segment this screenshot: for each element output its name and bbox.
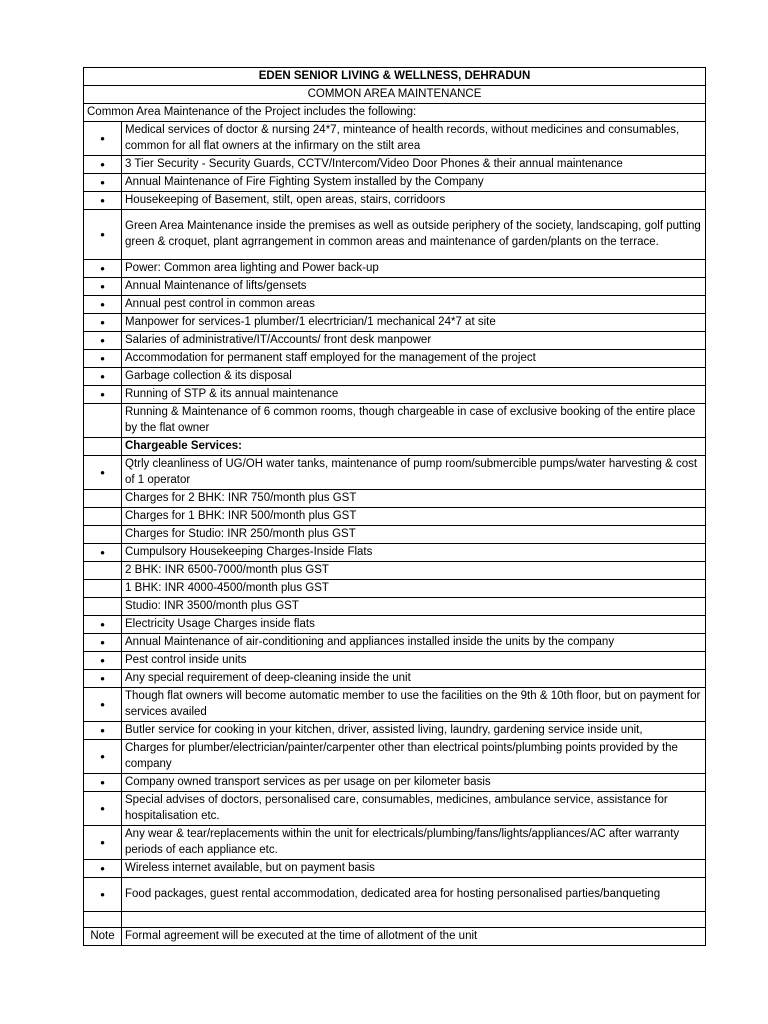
item-text: 3 Tier Security - Security Guards, CCTV/Intercom/Video Door Phones & their annual maintenance xyxy=(122,156,706,174)
bullet-icon: • xyxy=(100,748,105,764)
bullet-icon: • xyxy=(100,722,105,738)
bullet-icon: • xyxy=(100,616,105,632)
blank-row xyxy=(84,912,706,928)
table-row xyxy=(84,670,706,688)
item-text: Charges for 1 BHK: INR 500/month plus GST xyxy=(122,508,706,526)
item-text: Any wear & tear/replacements within the unit for electricals/plumbing/fans/lights/appliances/AC after warranty periods of each appliance etc. xyxy=(122,826,706,860)
table-row xyxy=(84,792,706,826)
bullet-cell xyxy=(84,508,122,526)
table-row xyxy=(84,740,706,774)
table-row xyxy=(84,278,706,296)
bullet-cell xyxy=(84,456,122,490)
bullet-icon: • xyxy=(100,386,105,402)
bullet-cell xyxy=(84,490,122,508)
bullet-cell xyxy=(84,192,122,210)
note-text: Formal agreement will be executed at the time of allotment of the unit xyxy=(122,928,706,946)
bullet-cell xyxy=(84,404,122,438)
bullet-icon: • xyxy=(100,296,105,312)
bullet-cell xyxy=(84,278,122,296)
bullet-icon: • xyxy=(100,174,105,190)
blank-cell xyxy=(122,912,706,928)
item-text: 1 BHK: INR 4000-4500/month plus GST xyxy=(122,580,706,598)
item-text: Annual Maintenance of lifts/gensets xyxy=(122,278,706,296)
table-row xyxy=(84,774,706,792)
table-row xyxy=(84,122,706,156)
bullet-cell xyxy=(84,544,122,562)
item-text: Accommodation for permanent staff employed for the management of the project xyxy=(122,350,706,368)
bullet-cell xyxy=(84,670,122,688)
table-row xyxy=(84,210,706,260)
bullet-cell xyxy=(84,580,122,598)
item-text: Charges for Studio: INR 250/month plus GST xyxy=(122,526,706,544)
subtitle-row xyxy=(84,86,706,104)
bullet-cell xyxy=(84,792,122,826)
bullet-cell xyxy=(84,688,122,722)
bullet-cell xyxy=(84,616,122,634)
table-row xyxy=(84,368,706,386)
table-row xyxy=(84,490,706,508)
item-text: Garbage collection & its disposal xyxy=(122,368,706,386)
table-row xyxy=(84,174,706,192)
table-row xyxy=(84,634,706,652)
bullet-cell xyxy=(84,386,122,404)
item-text: Wireless internet available, but on payment basis xyxy=(122,860,706,878)
bullet-cell xyxy=(84,122,122,156)
table-row xyxy=(84,878,706,912)
bullet-icon: • xyxy=(100,834,105,850)
bullet-icon: • xyxy=(100,192,105,208)
table-row xyxy=(84,156,706,174)
table-row xyxy=(84,544,706,562)
bullet-icon: • xyxy=(100,130,105,146)
bullet-cell xyxy=(84,526,122,544)
table-row xyxy=(84,332,706,350)
bullet-icon: • xyxy=(100,314,105,330)
item-text: Annual Maintenance of air-conditioning and appliances installed inside the units by the company xyxy=(122,634,706,652)
item-text: Pest control inside units xyxy=(122,652,706,670)
bullet-cell xyxy=(84,210,122,260)
table-row xyxy=(84,192,706,210)
bullet-icon: • xyxy=(100,156,105,172)
bullet-icon: • xyxy=(100,260,105,276)
note-row xyxy=(84,928,706,946)
bullet-icon: • xyxy=(100,226,105,242)
table-row xyxy=(84,722,706,740)
item-text: Company owned transport services as per usage on per kilometer basis xyxy=(122,774,706,792)
table-row xyxy=(84,260,706,278)
bullet-cell xyxy=(84,174,122,192)
table-row xyxy=(84,598,706,616)
table-row xyxy=(84,404,706,438)
bullet-cell xyxy=(84,260,122,278)
bullet-cell xyxy=(84,878,122,912)
bullet-cell xyxy=(84,296,122,314)
bullet-icon: • xyxy=(100,670,105,686)
bullet-icon: • xyxy=(100,278,105,294)
item-text: 2 BHK: INR 6500-7000/month plus GST xyxy=(122,562,706,580)
intro-row xyxy=(84,104,706,122)
bullet-cell xyxy=(84,722,122,740)
bullet-icon: • xyxy=(100,800,105,816)
document-subtitle: COMMON AREA MAINTENANCE xyxy=(84,86,706,104)
item-text: Though flat owners will become automatic member to use the facilities on the 9th & 10th floor, but on payment for services availed xyxy=(122,688,706,722)
item-text: Studio: INR 3500/month plus GST xyxy=(122,598,706,616)
bullet-cell xyxy=(84,156,122,174)
bullet-cell xyxy=(84,438,122,456)
item-text: Running & Maintenance of 6 common rooms, though chargeable in case of exclusive booking of the entire place by the flat owner xyxy=(122,404,706,438)
item-text: Manpower for services-1 plumber/1 elecrtrician/1 mechanical 24*7 at site xyxy=(122,314,706,332)
bullet-icon: • xyxy=(100,368,105,384)
bullet-icon: • xyxy=(100,544,105,560)
bullet-icon: • xyxy=(100,696,105,712)
table-row xyxy=(84,688,706,722)
bullet-icon: • xyxy=(100,886,105,902)
table-row xyxy=(84,296,706,314)
item-text: Chargeable Services: xyxy=(122,438,706,456)
table-row xyxy=(84,860,706,878)
item-text: Running of STP & its annual maintenance xyxy=(122,386,706,404)
item-text: Butler service for cooking in your kitchen, driver, assisted living, laundry, gardening service inside unit, xyxy=(122,722,706,740)
bullet-cell xyxy=(84,826,122,860)
table-row xyxy=(84,616,706,634)
item-text: Cumpulsory Housekeeping Charges-Inside Flats xyxy=(122,544,706,562)
item-text: Special advises of doctors, personalised care, consumables, medicines, ambulance service, assistance for hospitalisation etc. xyxy=(122,792,706,826)
bullet-cell xyxy=(84,598,122,616)
blank-cell xyxy=(84,912,122,928)
note-label: Note xyxy=(84,928,122,946)
table-row xyxy=(84,438,706,456)
item-text: Power: Common area lighting and Power back-up xyxy=(122,260,706,278)
bullet-icon: • xyxy=(100,332,105,348)
bullet-icon: • xyxy=(100,350,105,366)
table-row xyxy=(84,652,706,670)
bullet-icon: • xyxy=(100,634,105,650)
item-text: Qtrly cleanliness of UG/OH water tanks, maintenance of pump room/submercible pumps/water harvesting & cost of 1 operator xyxy=(122,456,706,490)
item-text: Green Area Maintenance inside the premises as well as outside periphery of the society, landscaping, golf putting green & croquet, plant agrrangement in common areas and maintenance of garden/plants on the terrace. xyxy=(122,210,706,260)
item-text: Annual Maintenance of Fire Fighting System installed by the Company xyxy=(122,174,706,192)
bullet-cell xyxy=(84,860,122,878)
table-row xyxy=(84,826,706,860)
table-row xyxy=(84,562,706,580)
bullet-cell xyxy=(84,562,122,580)
bullet-icon: • xyxy=(100,464,105,480)
bullet-icon: • xyxy=(100,652,105,668)
bullet-icon: • xyxy=(100,860,105,876)
bullet-cell xyxy=(84,350,122,368)
table-row xyxy=(84,580,706,598)
item-text: Food packages, guest rental accommodation, dedicated area for hosting personalised parties/banqueting xyxy=(122,878,706,912)
table-row xyxy=(84,456,706,490)
bullet-icon: • xyxy=(100,774,105,790)
table-row xyxy=(84,350,706,368)
title-row xyxy=(84,68,706,86)
bullet-cell xyxy=(84,314,122,332)
bullet-cell xyxy=(84,774,122,792)
bullet-cell xyxy=(84,368,122,386)
item-text: Annual pest control in common areas xyxy=(122,296,706,314)
bullet-cell xyxy=(84,652,122,670)
table-row xyxy=(84,526,706,544)
item-text: Any special requirement of deep-cleaning inside the unit xyxy=(122,670,706,688)
item-text: Housekeeping of Basement, stilt, open areas, stairs, corridoors xyxy=(122,192,706,210)
maintenance-table xyxy=(83,67,706,946)
bullet-cell xyxy=(84,332,122,350)
document-title: EDEN SENIOR LIVING & WELLNESS, DEHRADUN xyxy=(84,68,706,86)
item-text: Electricity Usage Charges inside flats xyxy=(122,616,706,634)
intro-text: Common Area Maintenance of the Project includes the following: xyxy=(84,104,706,122)
item-text: Charges for 2 BHK: INR 750/month plus GST xyxy=(122,490,706,508)
table-row xyxy=(84,314,706,332)
item-text: Medical services of doctor & nursing 24*7, minteance of health records, without medicines and consumables, common for all flat owners at the infirmary on the stilt area xyxy=(122,122,706,156)
item-text: Salaries of administrative/IT/Accounts/ front desk manpower xyxy=(122,332,706,350)
table-row xyxy=(84,386,706,404)
bullet-cell xyxy=(84,634,122,652)
bullet-cell xyxy=(84,740,122,774)
item-text: Charges for plumber/electrician/painter/carpenter other than electrical points/plumbing points provided by the company xyxy=(122,740,706,774)
table-row xyxy=(84,508,706,526)
